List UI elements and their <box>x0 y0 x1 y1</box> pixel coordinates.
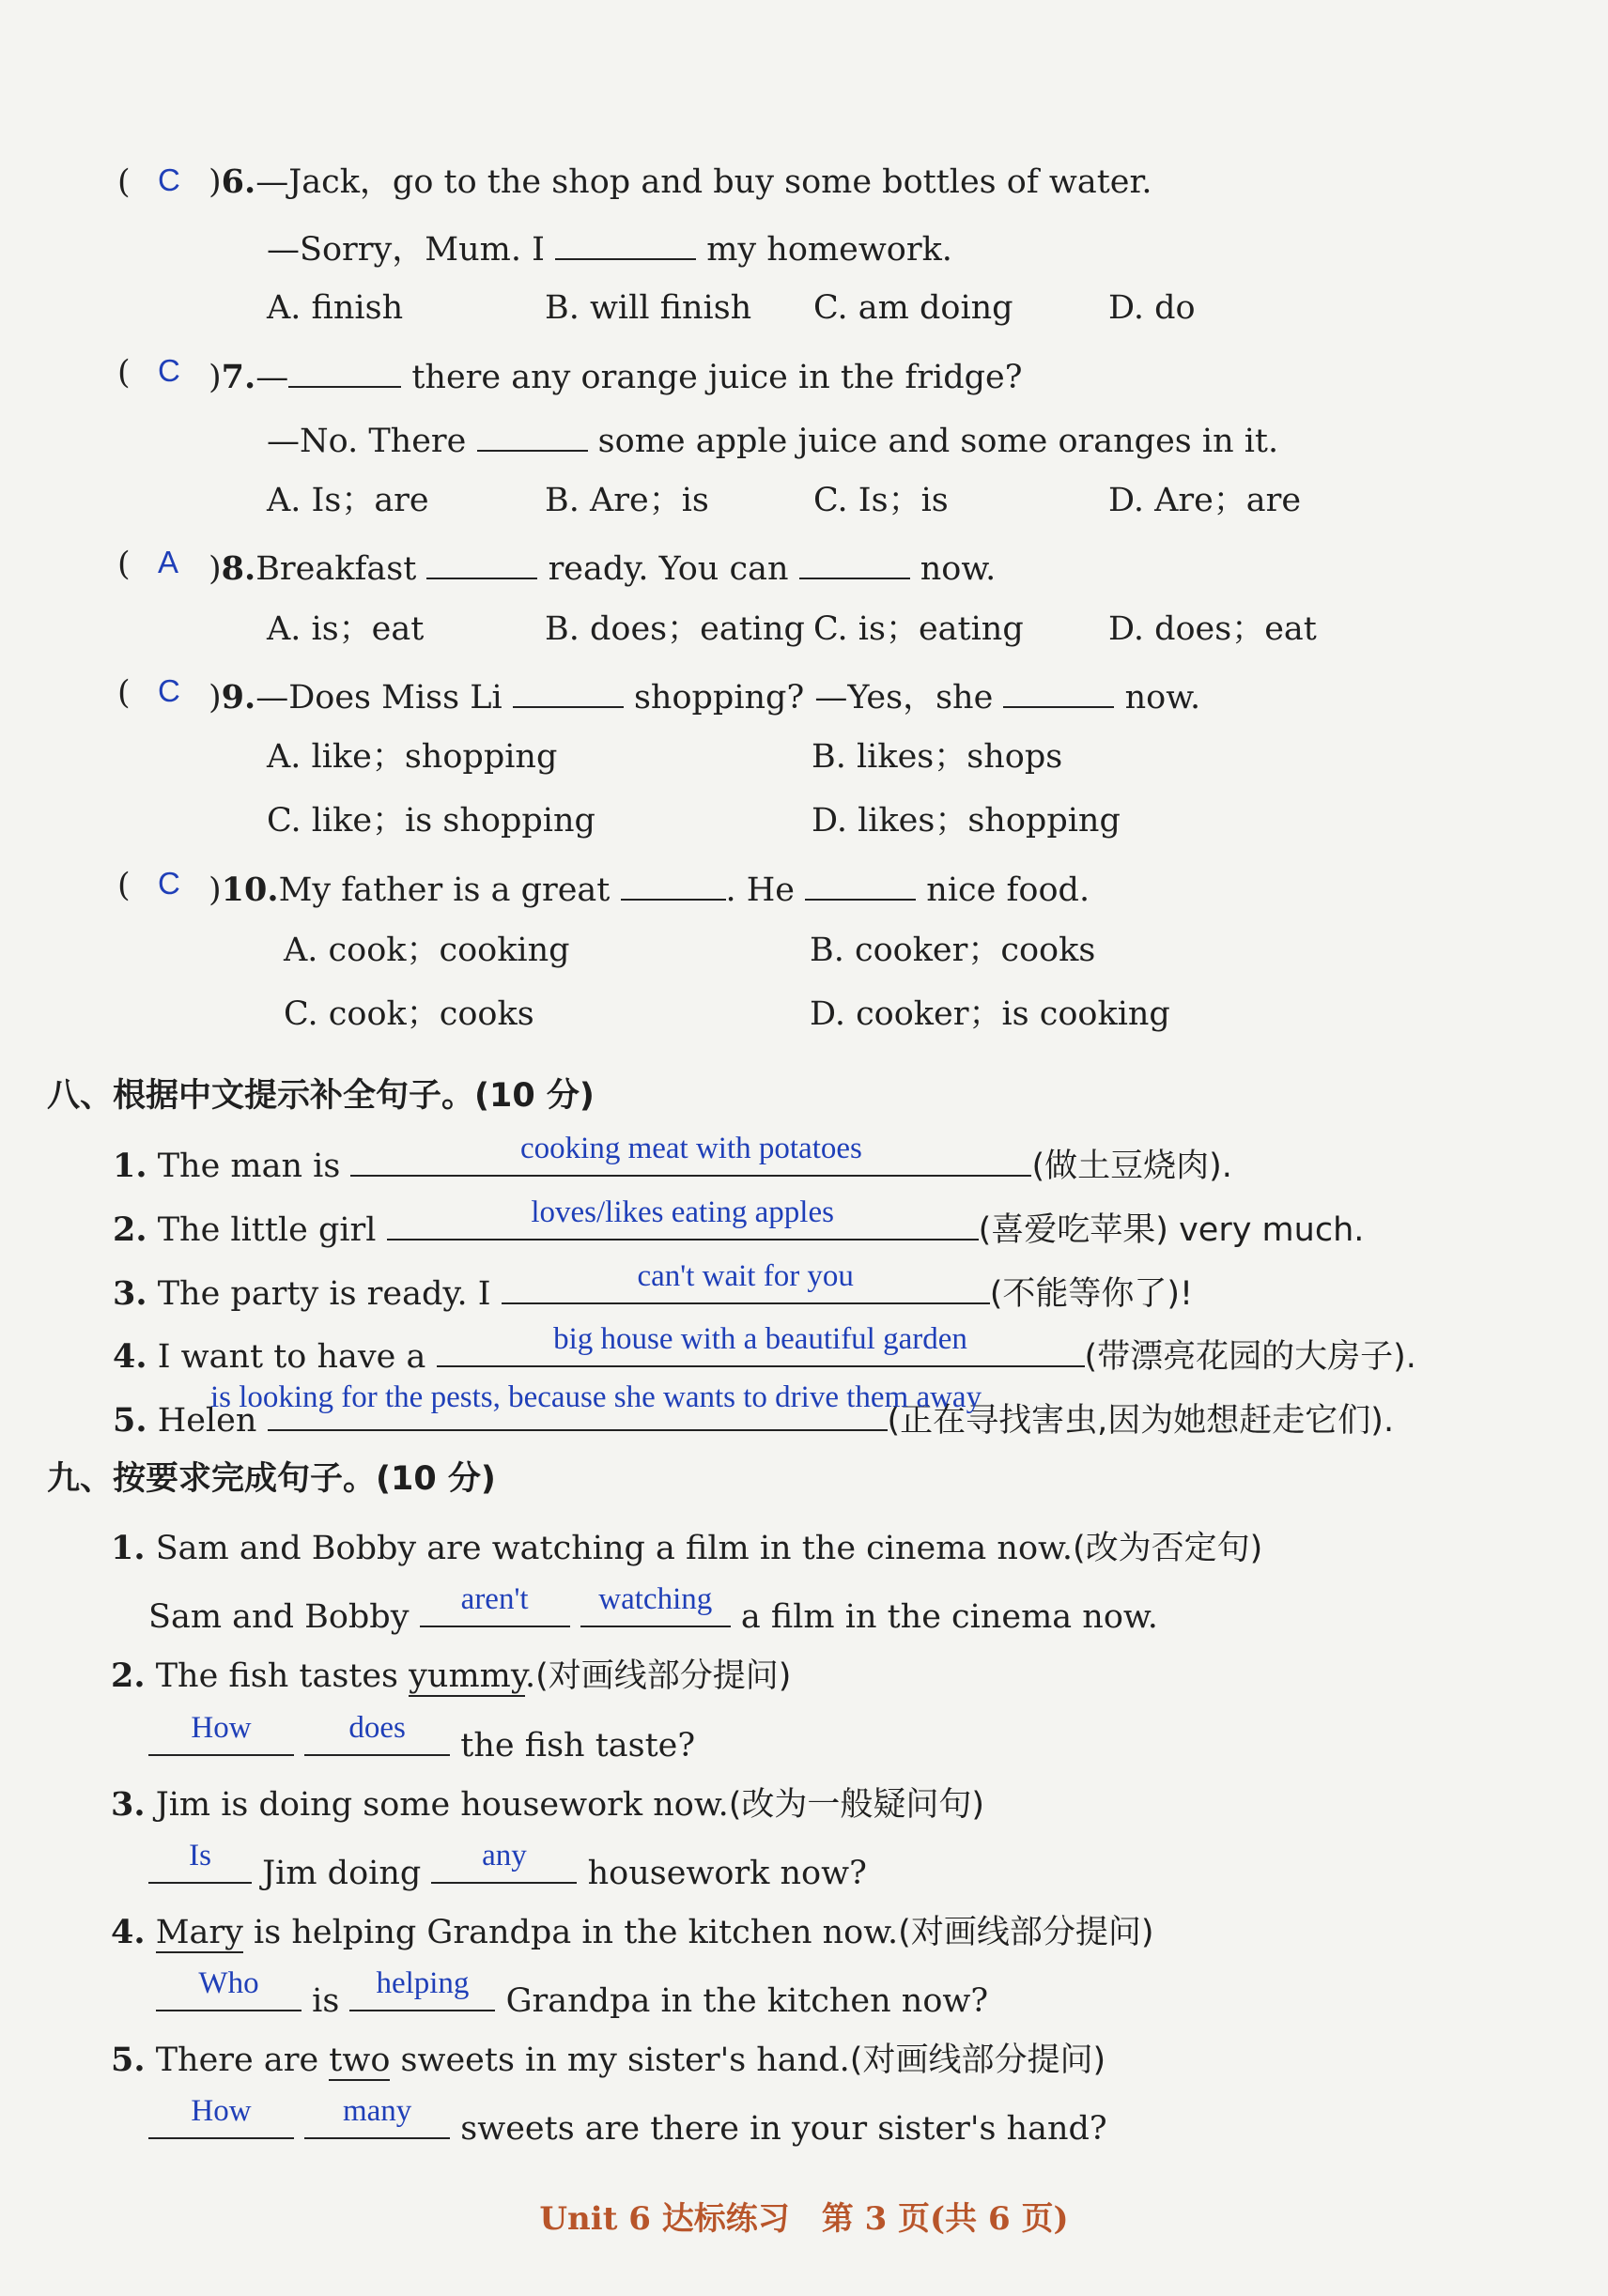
answer-blank[interactable] <box>1003 672 1114 708</box>
answer-blank[interactable] <box>555 224 696 260</box>
paren-open: ( <box>117 867 131 904</box>
mc-answer: A <box>158 545 179 579</box>
answer-blank[interactable] <box>799 544 910 579</box>
answer-blank[interactable]: is looking for the pests, because she wants to drive them away <box>268 1395 888 1431</box>
sec9-item-5-question: 5. There are two sweets in my sister's hand.(对画线部分提问) <box>111 2041 1106 2079</box>
mc-answer: C <box>158 866 180 901</box>
answer-blank[interactable] <box>805 865 916 901</box>
paren-open: ( <box>117 546 131 583</box>
page-footer: Unit 6 达标练习 第 3 页(共 6 页) <box>539 2200 1069 2238</box>
option-b: B. likes；shops <box>812 738 1063 776</box>
option-b: B. will finish <box>545 289 752 327</box>
sec9-item-2-question: 2. The fish tastes yummy.(对画线部分提问) <box>111 1657 792 1695</box>
answer-blank[interactable]: any <box>431 1848 577 1884</box>
answer-blank[interactable]: loves/likes eating apples <box>387 1205 979 1240</box>
option-a: A. Is；are <box>267 482 429 519</box>
sec9-item-3-question: 3. Jim is doing some housework now.(改为一般疑问句) <box>111 1785 985 1824</box>
mc-answer: C <box>158 673 180 708</box>
answer-blank[interactable] <box>621 865 726 901</box>
option-a: A. is；eat <box>267 610 425 648</box>
answer-blank[interactable] <box>426 544 537 579</box>
sec8-item-2: 2. The little girl loves/likes eating apples (喜爱吃苹果) very much. <box>113 1195 1365 1249</box>
sec9-item-5-answer: How many sweets are there in your sister's hand? <box>148 2103 1107 2150</box>
sec9-item-4-question: 4. Mary is helping Grandpa in the kitchen now.(对画线部分提问) <box>111 1913 1154 1951</box>
option-c: C. am doing <box>813 289 1013 327</box>
option-d: D. do <box>1108 289 1196 327</box>
option-d: D. likes；shopping <box>812 802 1121 840</box>
mc-question-8: )8.Breakfast ready. You can now. <box>209 544 996 590</box>
sec8-item-4: 4. I want to have a big house with a beautiful garden (带漂亮花园的大房子). <box>113 1322 1416 1376</box>
answer-blank[interactable]: many <box>304 2103 450 2139</box>
mc-question-7: )7.— there any orange juice in the fridge? <box>209 352 1023 398</box>
sec9-item-1-answer: Sam and Bobby aren't watching a film in the cinema now. <box>148 1582 1158 1636</box>
option-d: D. Are；are <box>1108 482 1302 519</box>
option-c: C. Is；is <box>813 482 949 519</box>
mc-answer: C <box>158 353 180 388</box>
sec8-item-1: 1. The man is cooking meat with potatoes (做土豆烧肉). <box>113 1132 1232 1185</box>
mc-question-6: )6.—Jack，go to the shop and buy some bottles of water. <box>209 162 1152 201</box>
answer-blank[interactable]: aren't <box>420 1592 570 1627</box>
mc-question-9: )9.—Does Miss Li shopping? —Yes，she now. <box>209 672 1200 718</box>
answer-blank[interactable]: watching <box>580 1592 731 1627</box>
sec9-item-2-answer: How does the fish taste? <box>148 1720 695 1766</box>
answer-blank[interactable]: can't wait for you <box>502 1269 990 1304</box>
answer-blank[interactable] <box>513 672 624 708</box>
answer-blank[interactable]: helping <box>349 1976 495 2011</box>
paren-open: ( <box>117 674 131 712</box>
mc-question-6-line2: —Sorry，Mum. I my homework. <box>267 224 952 270</box>
answer-blank[interactable]: big house with a beautiful garden <box>437 1332 1085 1367</box>
option-b: B. cooker；cooks <box>810 932 1096 969</box>
option-b: B. Are；is <box>545 482 709 519</box>
section-title-8: 八、根据中文提示补全句子。(10 分) <box>47 1077 595 1115</box>
sec8-item-3: 3. The party is ready. I can't wait for you (不能等你了)! <box>113 1259 1194 1313</box>
option-c: C. is；eating <box>813 610 1024 648</box>
option-d: D. does；eat <box>1108 610 1317 648</box>
option-a: A. cook；cooking <box>284 932 570 969</box>
option-b: B. does；eating <box>545 610 805 648</box>
mc-question-7-line2: —No. There some apple juice and some oranges in it. <box>267 416 1278 462</box>
answer-blank[interactable]: How <box>148 1720 294 1756</box>
answer-blank[interactable]: How <box>148 2103 294 2139</box>
answer-blank[interactable]: does <box>304 1720 450 1756</box>
mc-answer: C <box>158 162 180 197</box>
section-title-9: 九、按要求完成句子。(10 分) <box>47 1460 496 1498</box>
answer-blank[interactable]: Is <box>148 1848 252 1884</box>
sec9-item-3-answer: Is Jim doing any housework now? <box>148 1848 867 1894</box>
answer-blank[interactable] <box>288 352 401 388</box>
answer-blank[interactable]: Who <box>156 1976 302 2011</box>
answer-blank[interactable] <box>477 416 588 452</box>
option-c: C. like；is shopping <box>267 802 595 840</box>
sec8-item-5: 5. Helen is looking for the pests, because she wants to drive them away (正在寻找害虫,因为她想赶走它们). <box>113 1380 1395 1440</box>
paren-open: ( <box>117 354 131 392</box>
option-a: A. finish <box>267 289 404 327</box>
option-c: C. cook；cooks <box>284 995 534 1033</box>
option-a: A. like；shopping <box>267 738 558 776</box>
sec9-item-1-question: 1. Sam and Bobby are watching a film in the cinema now.(改为否定句) <box>111 1529 1263 1567</box>
answer-blank[interactable]: cooking meat with potatoes <box>350 1141 1031 1177</box>
sec9-item-4-answer: Who is helping Grandpa in the kitchen now? <box>156 1976 988 2022</box>
option-d: D. cooker；is cooking <box>810 995 1170 1033</box>
mc-question-10: )10.My father is a great . He nice food. <box>209 865 1090 911</box>
paren-open: ( <box>117 163 131 201</box>
